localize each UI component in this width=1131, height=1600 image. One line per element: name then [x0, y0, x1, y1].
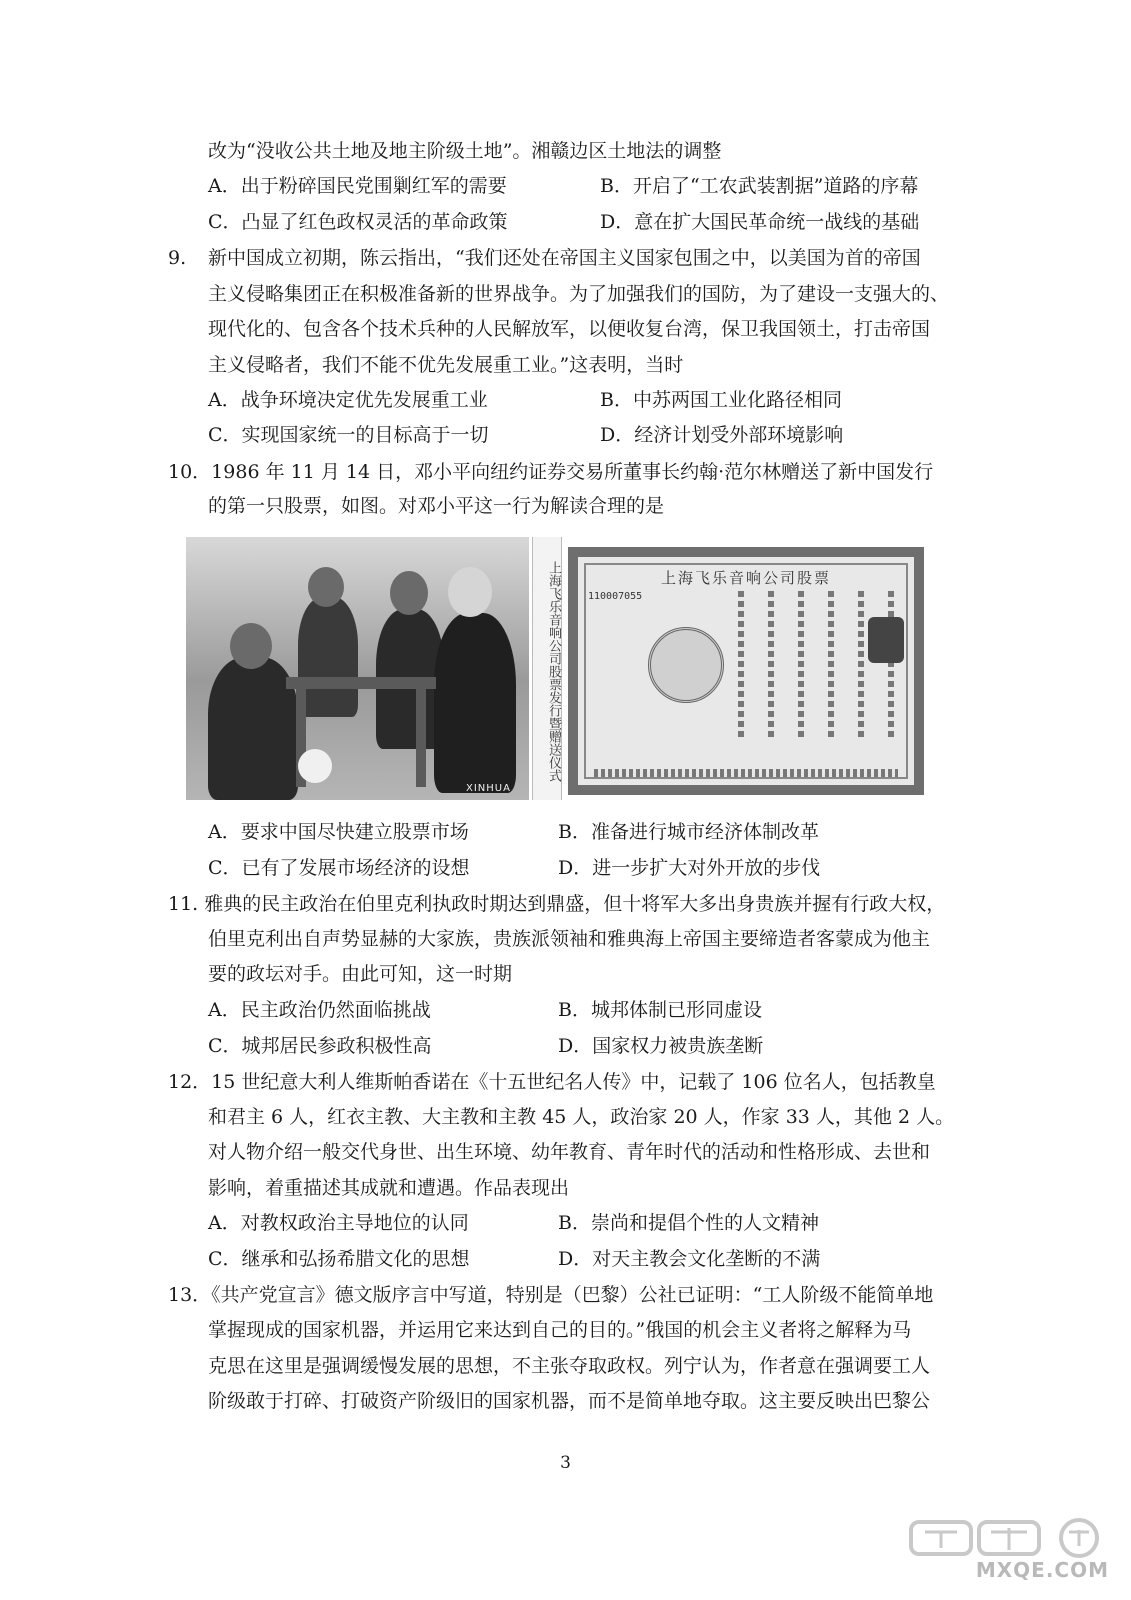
q8-option-a: A．出于粉碎国民党围剿红军的需要	[208, 175, 507, 197]
photo-caption: XINHUA	[466, 783, 511, 794]
q9-option-b: B．中苏两国工业化路径相同	[600, 389, 842, 411]
watermark	[909, 1516, 1109, 1582]
q11-option-a: A．民主政治仍然面临挑战	[208, 999, 431, 1021]
q12-option-c: C．继承和弘扬希腊文化的思想	[208, 1248, 470, 1270]
certificate-title: 上海飞乐音响公司股票	[660, 569, 831, 587]
q10-figure	[186, 537, 926, 805]
q11-stem-line: 11. 雅典的民主政治在伯里克利执政时期达到鼎盛，但十将军大多出身贵族并握有行政大权，	[168, 893, 946, 915]
certificate-seal-icon	[648, 627, 724, 703]
q10-option-b: B．准备进行城市经济体制改革	[558, 821, 819, 843]
q10-option-d: D．进一步扩大对外开放的步伐	[558, 857, 821, 879]
q9-stem-line: 新中国成立初期，陈云指出，“我们还处在帝国主义国家包围之中，以美国为首的帝国	[208, 247, 921, 269]
q12-stem-line: 对人物介绍一般交代身世、出生环境、幼年教育、青年时代的活动和性格形成、去世和	[208, 1141, 931, 1163]
q12-stem-line: 12．15 世纪意大利人维斯帕香诺在《十五世纪名人传》中，记载了 106 位名人，包括教皇	[168, 1071, 936, 1093]
q10-option-c: C．已有了发展市场经济的设想	[208, 857, 470, 879]
page-number: 3	[560, 1453, 571, 1473]
q9-stem-line: 主义侵略集团正在积极准备新的世界战争。为了加强我们的国防，为了建设一支强大的、	[208, 283, 950, 305]
q13-stem-line: 13．《共产党宣言》德文版序言中写道，特别是（巴黎）公社已证明：“工人阶级不能简单地	[168, 1284, 934, 1306]
q8-option-d: D．意在扩大国民革命统一战线的基础	[600, 211, 920, 233]
q10-stem-line: 的第一只股票，如图。对邓小平这一行为解读合理的是	[208, 495, 665, 517]
q13-stem-line: 克思在这里是强调缓慢发展的思想，不主张夺取政权。列宁认为，作者意在强调要工人	[208, 1355, 931, 1377]
photo-image	[186, 537, 529, 800]
q12-option-a: A．对教权政治主导地位的认同	[208, 1212, 469, 1234]
q12-option-d: D．对天主教会文化垄断的不满	[558, 1248, 821, 1270]
q9-number: 9.	[168, 247, 187, 269]
q13-stem-line: 阶级敢于打碎、打破资产阶级旧的国家机器，而不是简单地夺取。这主要反映出巴黎公	[208, 1390, 931, 1412]
certificate-serial: 110007055	[588, 591, 643, 602]
q12-stem-line: 影响，着重描述其成就和遭遇。作品表现出	[208, 1177, 570, 1199]
q9-stem-line: 主义侵略者，我们不能不优先发展重工业。”这表明，当时	[208, 354, 684, 376]
q9-option-a: A．战争环境决定优先发展重工业	[208, 389, 488, 411]
watermark-domain: MXQE.COM	[975, 1558, 1109, 1582]
stock-certificate-image	[568, 547, 924, 795]
q11-option-b: B．城邦体制已形同虚设	[558, 999, 762, 1021]
q10-option-a: A．要求中国尽快建立股票市场	[208, 821, 469, 843]
q9-option-c: C．实现国家统一的目标高于一切	[208, 424, 489, 446]
q10-stem-line: 10．1986 年 11 月 14 日，邓小平向纽约证券交易所董事长约翰·范尔林赠送了新中国发行	[168, 461, 934, 483]
q12-stem-line: 和君主 6 人，红衣主教、大主教和主教 45 人，政治家 20 人，作家 33 人，其他 2 人。	[208, 1106, 955, 1128]
q11-option-c: C．城邦居民参政积极性高	[208, 1035, 432, 1057]
q9-stem-line: 现代化的、包含各个技术兵种的人民解放军，以便收复台湾，保卫我国领土，打击帝国	[208, 318, 931, 340]
photo-side-banner: 上海飞乐音响公司股票发行暨赠送仪式	[532, 537, 562, 800]
q8-stem-tail: 改为“没收公共土地及地主阶级土地”。湘赣边区土地法的调整	[208, 140, 722, 162]
q11-stem-line: 伯里克利出自声势显赫的大家族，贵族派领袖和雅典海上帝国主要缔造者客蒙成为他主	[208, 928, 931, 950]
q11-stem-line: 要的政坛对手。由此可知，这一时期	[208, 963, 513, 985]
q11-option-d: D．国家权力被贵族垄断	[558, 1035, 764, 1057]
certificate-badge-icon	[868, 617, 904, 663]
q13-stem-line: 掌握现成的国家机器，并运用它来达到自己的目的。”俄国的机会主义者将之解释为马	[208, 1319, 912, 1341]
q8-option-b: B．开启了“工农武装割据”道路的序幕	[600, 175, 919, 197]
q12-option-b: B．崇尚和提倡个性的人文精神	[558, 1212, 819, 1234]
q8-option-c: C．凸显了红色政权灵活的革命政策	[208, 211, 508, 233]
daan-quan-logo-icon	[909, 1516, 1109, 1560]
q9-option-d: D．经济计划受外部环境影响	[600, 424, 844, 446]
